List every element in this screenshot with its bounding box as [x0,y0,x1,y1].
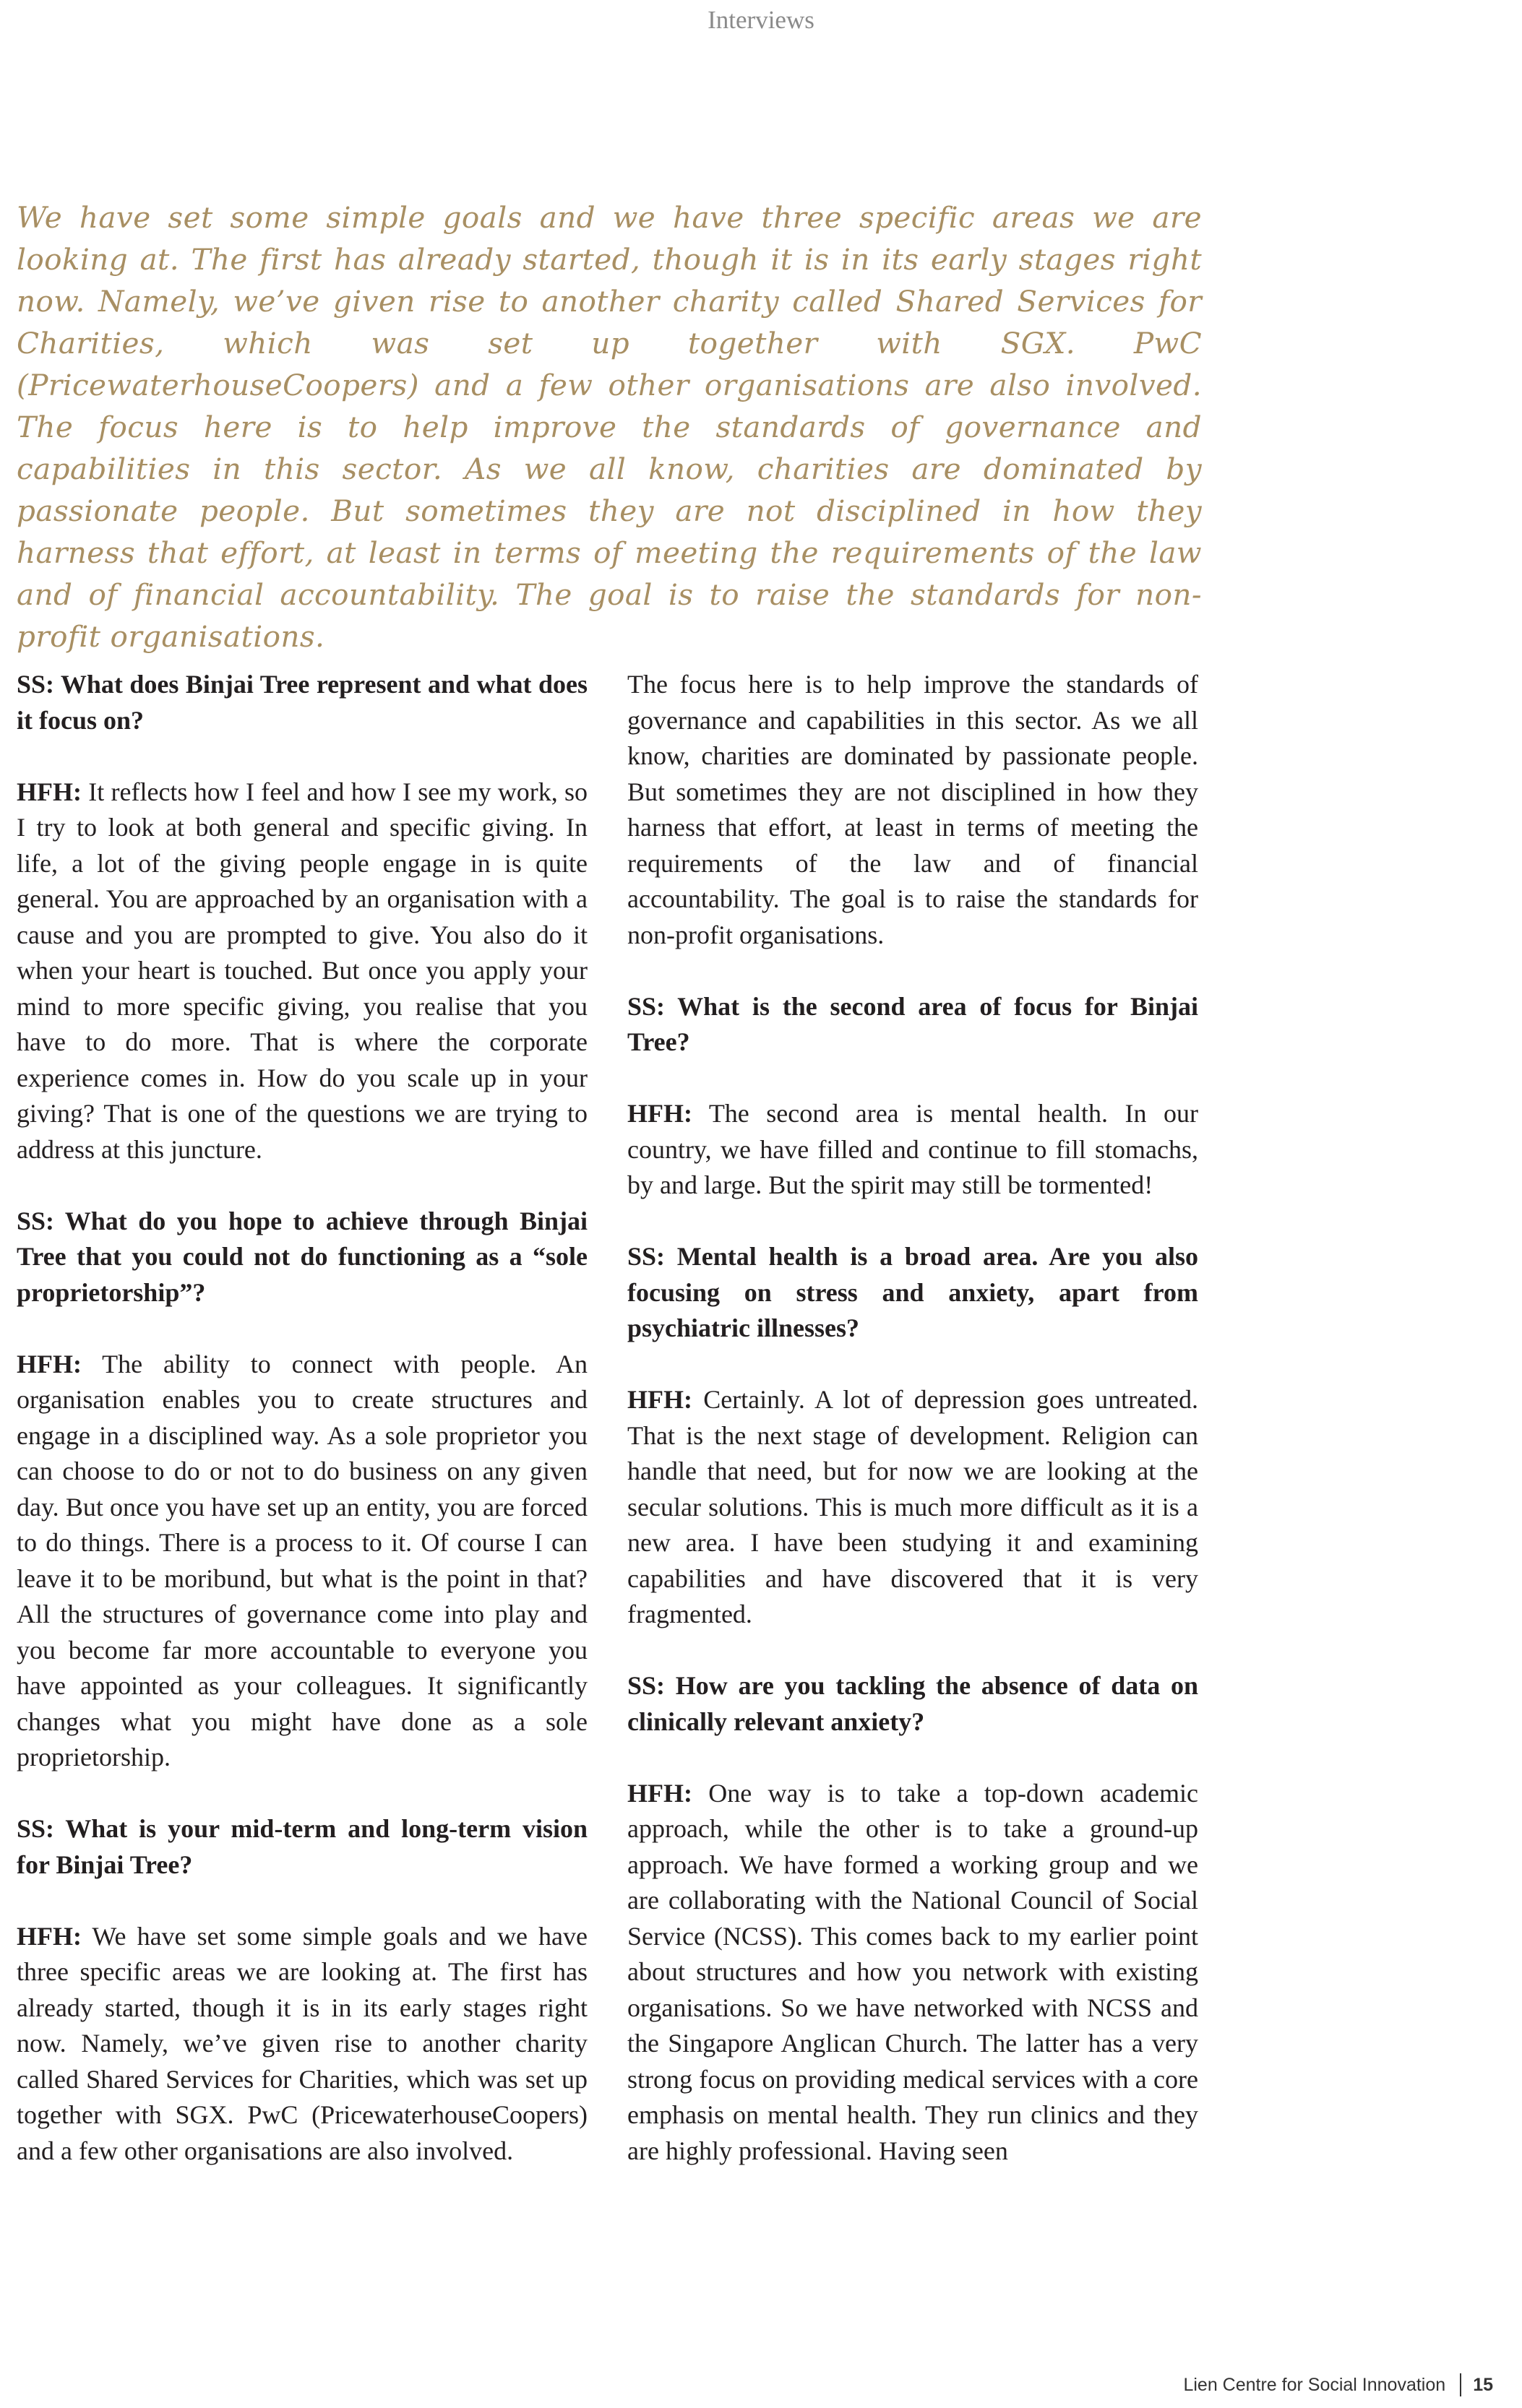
answer-text: The ability to connect with people. An organisation enables you to create structures and engage in a disciplined way. As a sole proprietor you can choose to do or not to do business on any given day. But once you have set up an entity, you are forced to do things. There is a process to it. Of course I can leave it to be moribund, but what is the point in that? All the structures of governance come into play and you become far more accountable to everyone you have appointed as your colleagues. It significantly changes what you might have done as a sole proprietorship. [17,1349,588,1772]
section-header: Interviews [708,6,814,34]
answer-text: The second area is mental health. In our country, we have filled and continue to fill stomachs, by and large. But the spirit may still be tormented! [627,1099,1198,1199]
question-4: SS: What is the second area of focus for Binjai Tree? [627,991,1198,1056]
answer-text: We have set some simple goals and we have three specific areas we are looking at. The first has already started, though it is in its early stages right now. Namely, we’ve given rise to another charity called Shared Services for Charities, which was set up together with SGX. PwC (PricewaterhouseCoopers) and a few other organisations are also involved. [17,1921,588,2165]
question-6: SS: How are you tackling the absence of data on clinically relevant anxiety? [627,1671,1198,1736]
answer-text: One way is to take a top-down academic approach, while the other is to take a ground-up approach. We have formed a working group and we are collaborating with the National Council of Social Service (NCSS). This comes back to my earlier point about structures and how you network with existing organisations. So we have networked with NCSS and the Singapore Anglican Church. The latter has a very strong focus on providing medical services with a core emphasis on mental health. They run clinics and they are highly professional. Having seen [627,1778,1198,2165]
answer-4 [627,1096,1198,1204]
question-3: SS: What is your mid-term and long-term vision for Binjai Tree? [17,1814,588,1879]
answer-text: Certainly. A lot of depression goes untreated. That is the next stage of development. Religion can handle that need, but for now we are looking at the secular solutions. This is much more difficult as it is a new area. I have been studying it and examining capabilities and have discovered that it is very fragmented. [627,1385,1198,1628]
answer-6 [627,1776,1198,2170]
footer-org: Lien Centre for Social Innovation [1183,2374,1446,2395]
speaker-label: HFH: [17,1349,82,1378]
right-column [627,667,1198,2169]
speaker-label: HFH: [627,1385,692,1414]
pull-quote: We have set some simple goals and we have three specific areas we are looking at. The first has already started, though it is in its early stages right now. Namely, we’ve given rise to another charity called Shared Services for Charities, which was set up together with SGX. PwC (PricewaterhouseCoopers) and a few other organisations are also involved. The focus here is to help improve the standards of governance and capabilities in this sector. As we all know, charities are dominated by passionate people. But sometimes they are not disciplined in how they harness that effort, at least in terms of meeting the requirements of the law and of financial accountability. The goal is to raise the standards for non-profit organisations. [17,200,1202,654]
page-footer [1183,2373,1493,2396]
question-2: SS: What do you hope to achieve through Binjai Tree that you could not do functioning as a “sole proprietorship”? [17,1206,588,1307]
answer-2 [17,1347,588,1776]
page-number: 15 [1473,2374,1493,2395]
answer-5 [627,1382,1198,1633]
question-1: SS: What does Binjai Tree represent and what does it focus on? [17,670,588,735]
left-column [17,667,588,2169]
speaker-label: HFH: [627,1778,692,1808]
speaker-label: HFH: [17,777,82,806]
question-5: SS: Mental health is a broad area. Are you also focusing on stress and anxiety, apart from psychiatric illnesses? [627,1242,1198,1342]
speaker-label: HFH: [17,1921,82,1951]
answer-1 [17,774,588,1168]
answer-3 [17,1919,588,2170]
answer-3-continued: The focus here is to help improve the standards of governance and capabilities in this sector. As we all know, charities are dominated by passionate people. But sometimes they are not disciplined in how they harness that effort, at least in terms of meeting the requirements of the law and of financial accountability. The goal is to raise the standards for non-profit organisations. [627,670,1198,949]
speaker-label: HFH: [627,1099,692,1128]
answer-text: It reflects how I feel and how I see my work, so I try to look at both general and specific giving. In life, a lot of the giving people engage in is quite general. You are approached by an organisation with a cause and you are prompted to give. You also do it when your heart is touched. But once you apply your mind to more specific giving, you realise that you have to do more. That is where the corporate experience comes in. How do you scale up in your giving? That is one of the questions we are trying to address at this juncture. [17,777,588,1164]
footer-divider [1460,2373,1461,2396]
